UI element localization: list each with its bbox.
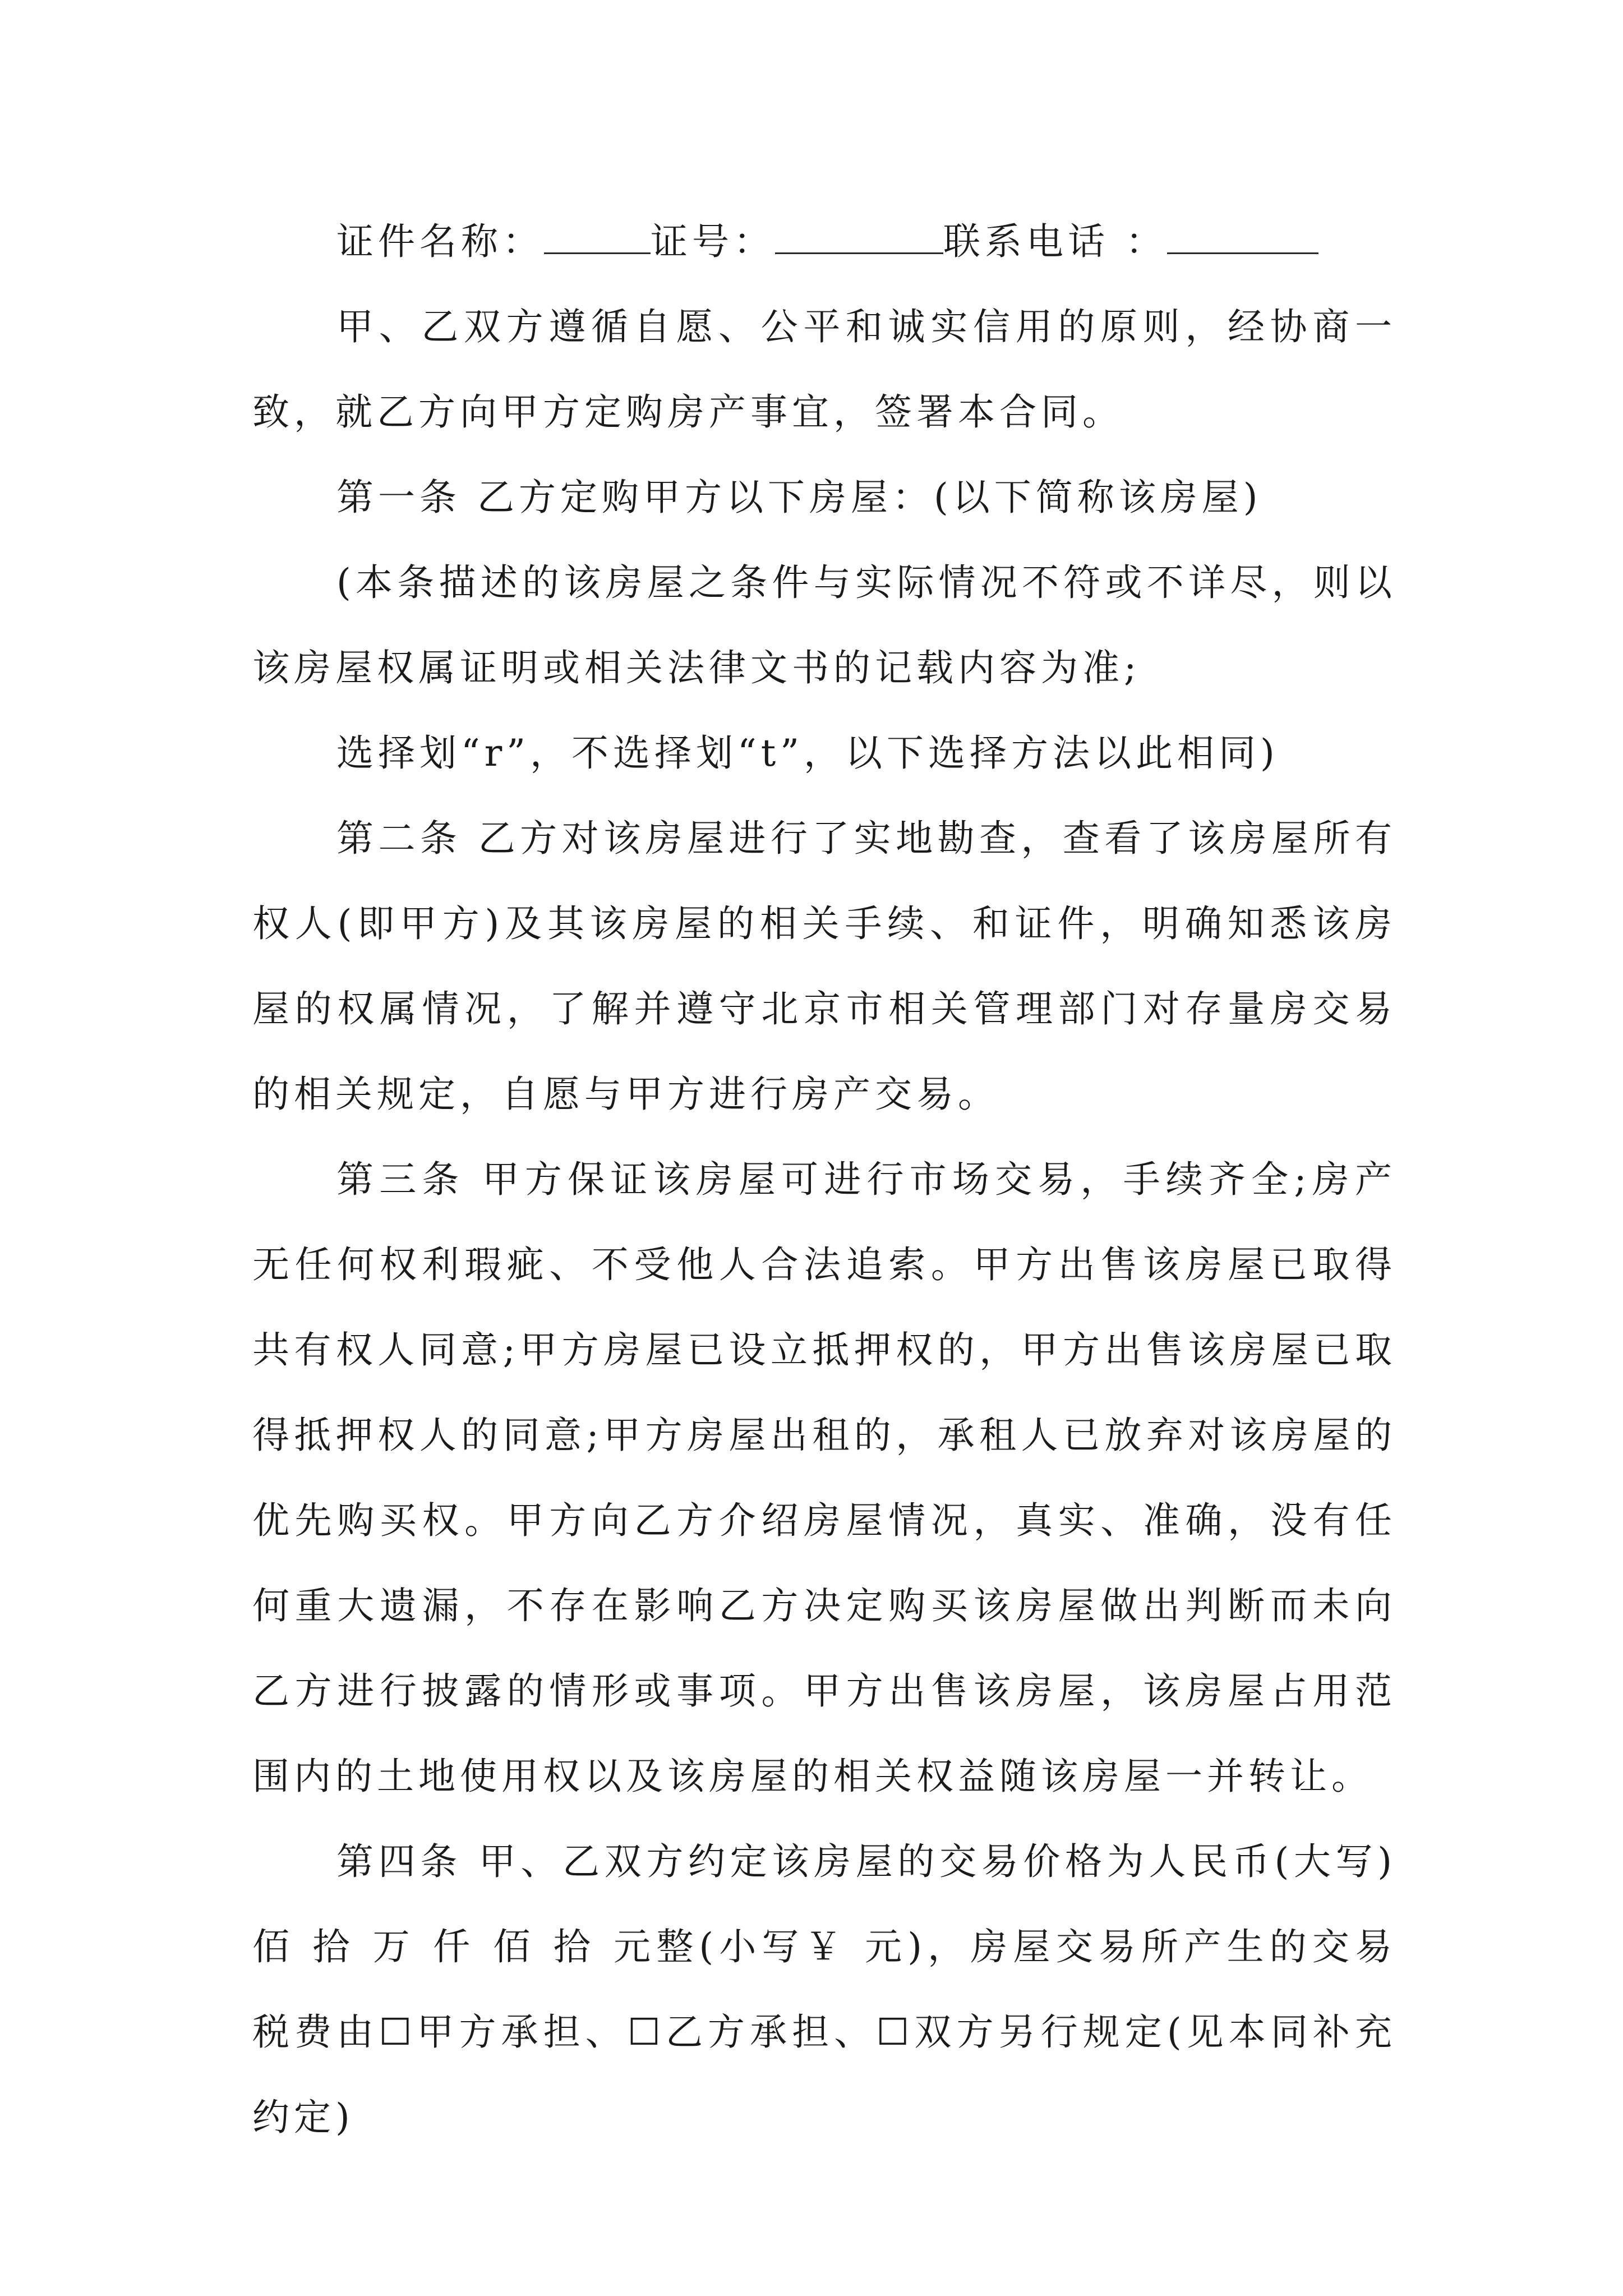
- preamble-paragraph: 甲、乙双方遵循自愿、公平和诚实信用的原则，经协商一致，就乙方向甲方定购房产事宜，签署本合同。: [252, 305, 1396, 434]
- phone-blank: [1167, 219, 1318, 254]
- article-2-paragraph: 第二条 乙方对该房屋进行了实地勘查，查看了该房屋所有权人(即甲方)及其该房屋的相关手续、和证件，明确知悉该房屋的权属情况，了解并遵守北京市相关管理部门对存量房交易的相关规定，自愿与甲方进行房产交易。: [252, 817, 1396, 1116]
- article-3-paragraph: 第三条 甲方保证该房屋可进行市场交易，手续齐全;房产无任何权利瑕疵、不受他人合法追索。甲方出售该房屋已取得共有权人同意;甲方房屋已设立抵押权的，甲方出售该房屋已取得抵押权人的同意;甲方房屋出租的，承租人已放弃对该房屋的优先购买权。甲方向乙方介绍房屋情况，真实、准确，没有任何重大遗漏，不存在影响乙方决定购买该房屋做出判断而未向乙方进行披露的情形或事项。甲方出售该房屋，该房屋占用范围内的土地使用权以及该房屋的相关权益随该房屋一并转让。: [252, 1158, 1396, 1798]
- cert-name-label: 证件名称：: [336, 220, 544, 263]
- article-1-paragraph: 第一条 乙方定购甲方以下房屋：(以下简称该房屋): [336, 476, 1262, 519]
- article-1-note-paragraph: (本条描述的该房屋之条件与实际情况不符或不详尽，则以该房屋权属证明或相关法律文书的记载内容为准;: [252, 561, 1396, 689]
- contract-body: [252, 199, 1396, 2160]
- article-4-paragraph: 第四条 甲、乙双方约定该房屋的交易价格为人民币(大写) 佰 拾 万 仟 佰 拾 元整(小写￥ 元)，房屋交易所产生的交易税费由☐甲方承担、☐乙方承担、☐双方另行规定(见本同补充约定): [252, 1840, 1396, 2139]
- phone-label: 联系电话 ：: [943, 220, 1167, 263]
- id-info-line: [252, 199, 1396, 284]
- selection-note-paragraph: 选择划“r”，不选择划“t”，以下选择方法以此相同): [336, 731, 1279, 775]
- cert-number-blank: [775, 219, 943, 254]
- cert-name-blank: [544, 219, 651, 254]
- cert-number-label: 证号：: [651, 220, 775, 263]
